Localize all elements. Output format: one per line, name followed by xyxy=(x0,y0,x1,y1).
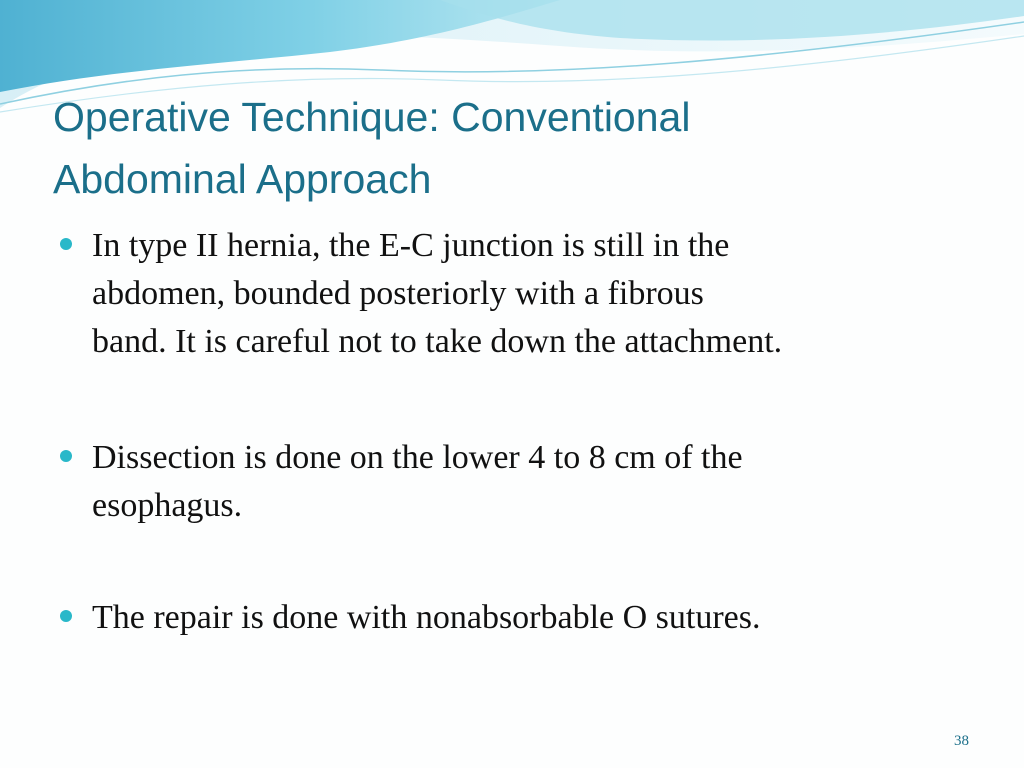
page-number: 38 xyxy=(954,733,969,749)
bullet-dot-icon xyxy=(60,450,72,462)
bullet-item xyxy=(60,222,782,366)
bullet-line: The repair is done with nonabsorbable O sutures. xyxy=(92,599,761,636)
bullet-item xyxy=(60,434,743,530)
bullet-line: abdomen, bounded posteriorly with a fibrous xyxy=(92,275,704,312)
title-line: Abdominal Approach xyxy=(53,156,432,202)
slide-title xyxy=(53,86,953,210)
bullet-dot-icon xyxy=(60,610,72,622)
title-line: Operative Technique: Conventional xyxy=(53,94,691,140)
bullet-line: esophagus. xyxy=(92,487,243,524)
bullet-item xyxy=(60,594,761,642)
bullet-text xyxy=(92,222,782,366)
bullet-text xyxy=(92,434,743,530)
bullet-line: band. It is careful not to take down the attachment. xyxy=(92,323,783,360)
bullet-line: Dissection is done on the lower 4 to 8 cm of the xyxy=(92,439,743,476)
bullet-line: In type II hernia, the E-C junction is still in the xyxy=(92,227,730,264)
bullet-dot-icon xyxy=(60,238,72,250)
bullet-text xyxy=(92,594,761,642)
